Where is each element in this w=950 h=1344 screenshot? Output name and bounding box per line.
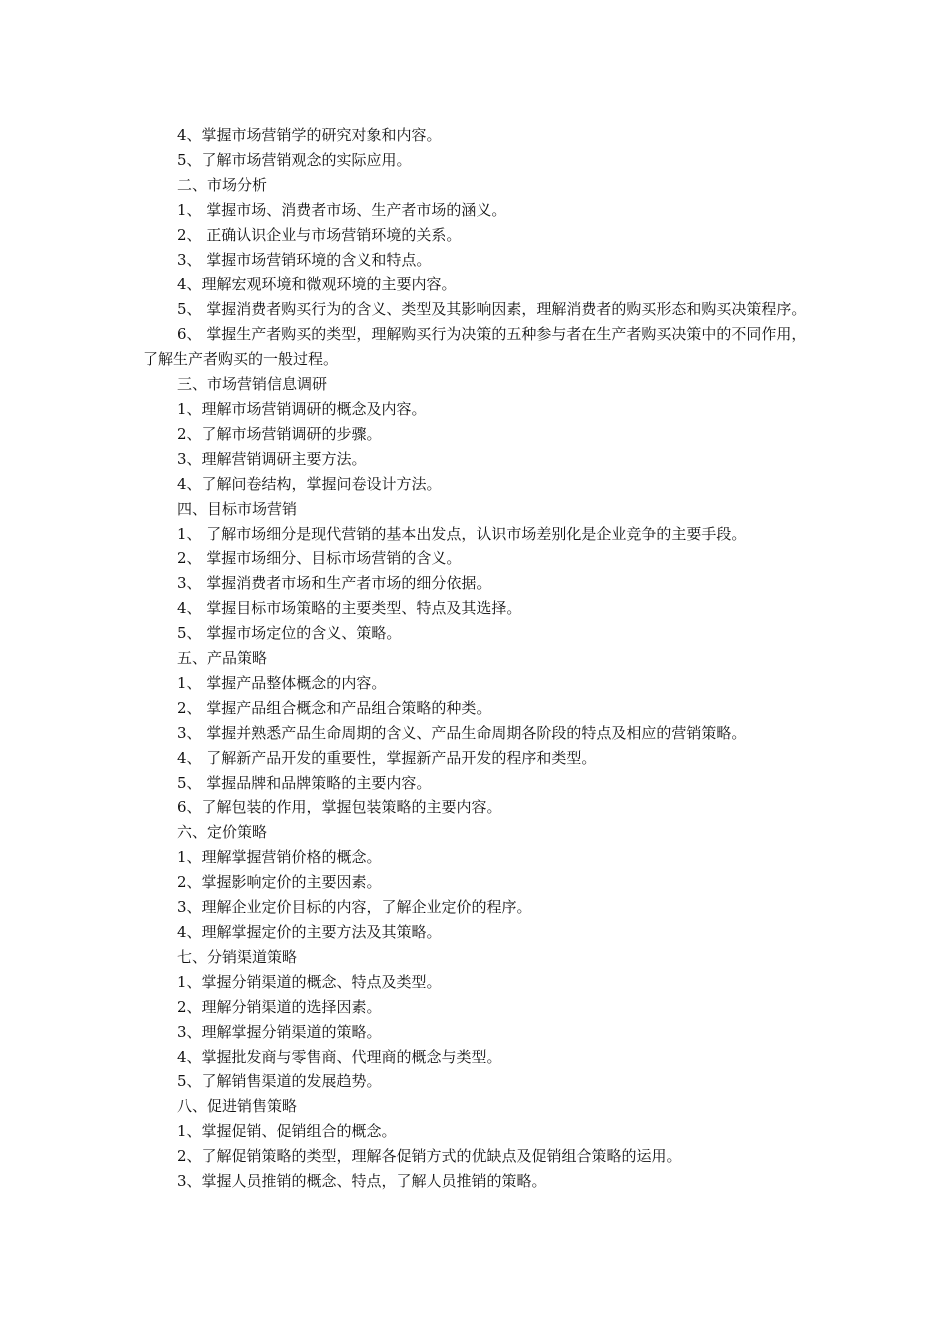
section-heading: 七、分销渠道策略 [177, 947, 298, 966]
list-item: 5、 掌握市场定位的含义、策略。 [177, 624, 402, 643]
section-heading: 二、市场分析 [177, 175, 268, 194]
list-item: 4、 掌握目标市场策略的主要类型、特点及其选择。 [177, 599, 522, 618]
list-item: 4、掌握市场营销学的研究对象和内容。 [177, 126, 442, 144]
section-heading: 四、目标市场营销 [177, 499, 298, 518]
list-item: 1、掌握分销渠道的概念、特点及类型。 [177, 972, 442, 991]
list-item: 2、掌握影响定价的主要因素。 [177, 873, 382, 892]
list-item: 4、理解宏观环境和微观环境的主要内容。 [177, 275, 457, 294]
list-item: 3、理解企业定价目标的内容，了解企业定价的程序。 [177, 898, 532, 917]
list-item: 6、了解包装的作用，掌握包装策略的主要内容。 [177, 798, 502, 817]
list-item: 2、理解分销渠道的选择因素。 [177, 997, 382, 1016]
document-body [143, 123, 811, 1194]
list-item: 5、 掌握品牌和品牌策略的主要内容。 [177, 773, 432, 792]
list-item: 2、 正确认识企业与市场营销环境的关系。 [177, 225, 462, 244]
list-item: 3、理解掌握分销渠道的策略。 [177, 1022, 382, 1041]
list-item: 3、 掌握并熟悉产品生命周期的含义、产品生命周期各阶段的特点及相应的营销策略。 [177, 723, 747, 742]
list-item: 5、了解销售渠道的发展趋势。 [177, 1072, 382, 1091]
list-item: 3、 掌握市场营销环境的含义和特点。 [177, 250, 432, 269]
list-item: 2、了解市场营销调研的步骤。 [177, 424, 382, 443]
list-item: 1、 了解市场细分是现代营销的基本出发点，认识市场差别化是企业竞争的主要手段。 [177, 524, 747, 543]
section-heading: 五、产品策略 [177, 649, 268, 668]
list-item: 4、理解掌握定价的主要方法及其策略。 [177, 923, 442, 941]
list-item: 2、 掌握市场细分、目标市场营销的含义。 [177, 549, 462, 568]
list-item: 6、 掌握生产者购买的类型，理解购买行为决策的五种参与者在生产者购买决策中的不同作用，了解生产者购买的一般过程。 [143, 325, 807, 369]
list-item: 4、 了解新产品开发的重要性，掌握新产品开发的程序和类型。 [177, 748, 597, 767]
section-heading: 八、促进销售策略 [177, 1097, 298, 1116]
list-item: 5、了解市场营销观念的实际应用。 [177, 150, 412, 169]
section-heading: 三、市场营销信息调研 [177, 375, 328, 394]
list-item: 4、了解问卷结构，掌握问卷设计方法。 [177, 474, 442, 493]
list-item: 4、掌握批发商与零售商、代理商的概念与类型。 [177, 1047, 502, 1066]
list-item: 2、了解促销策略的类型，理解各促销方式的优缺点及促销组合策略的运用。 [177, 1147, 682, 1166]
list-item: 3、 掌握消费者市场和生产者市场的细分依据。 [177, 574, 492, 593]
list-item: 1、理解市场营销调研的概念及内容。 [177, 399, 427, 418]
list-item: 1、 掌握产品整体概念的内容。 [177, 673, 387, 692]
list-item: 1、掌握促销、促销组合的概念。 [177, 1122, 397, 1141]
list-item: 2、 掌握产品组合概念和产品组合策略的种类。 [177, 698, 492, 717]
list-item: 5、 掌握消费者购买行为的含义、类型及其影响因素，理解消费者的购买形态和购买决策程序。 [177, 300, 807, 319]
list-item: 1、 掌握市场、消费者市场、生产者市场的涵义。 [177, 200, 507, 219]
list-item: 3、掌握人员推销的概念、特点，了解人员推销的策略。 [177, 1172, 547, 1191]
list-item: 3、理解营销调研主要方法。 [177, 449, 367, 468]
section-heading: 六、定价策略 [177, 823, 268, 842]
list-item: 1、理解掌握营销价格的概念。 [177, 848, 382, 867]
